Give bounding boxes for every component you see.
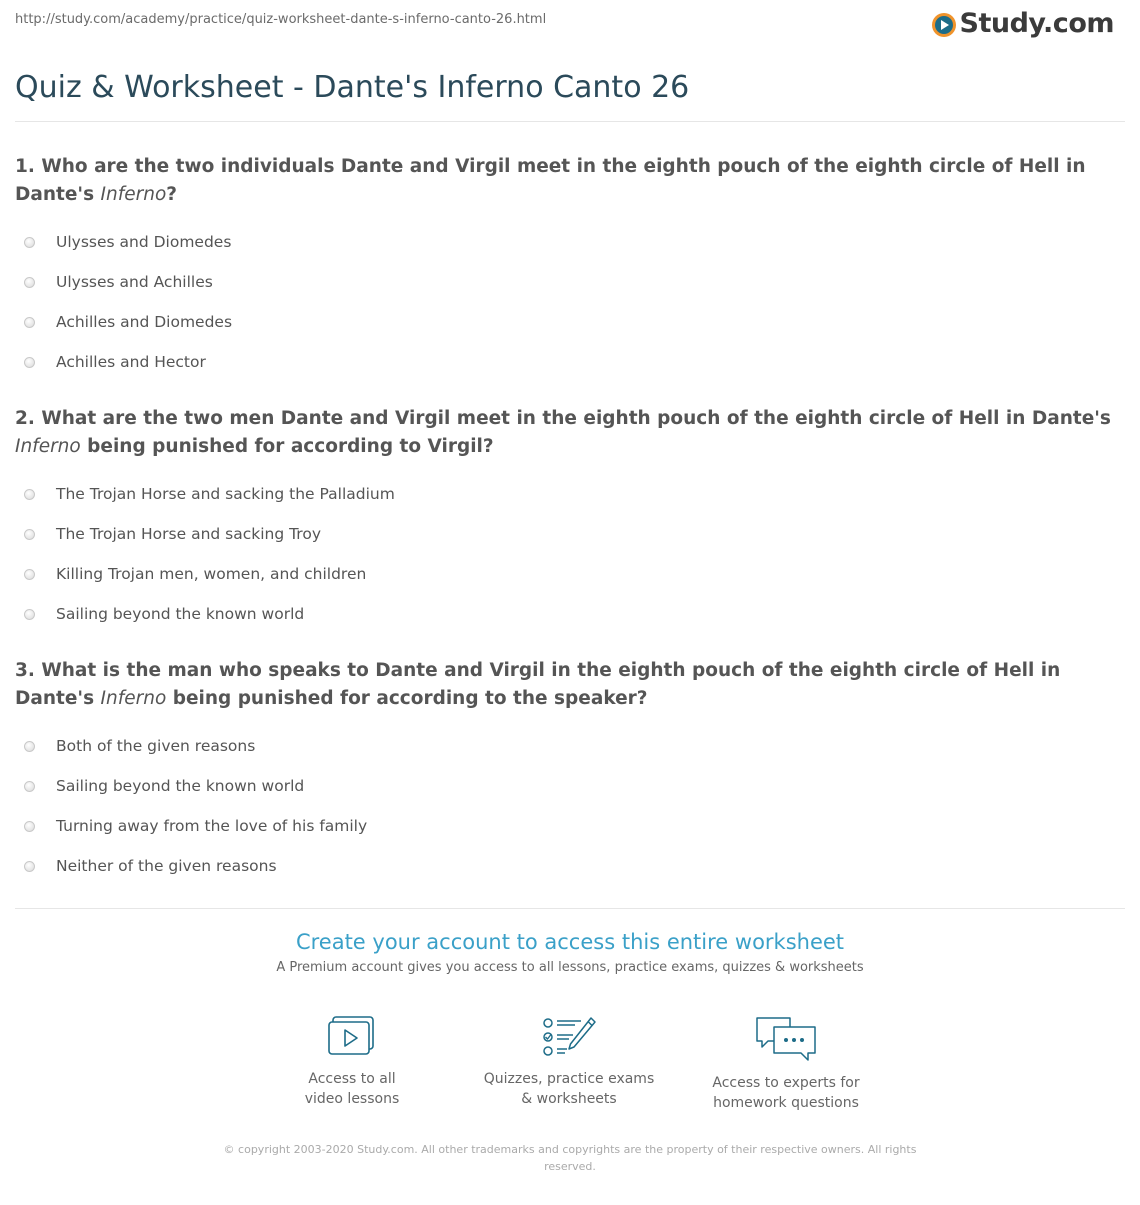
answer-option[interactable]: [15, 302, 1115, 342]
answer-option[interactable]: [15, 594, 1115, 634]
radio-button[interactable]: [24, 529, 35, 540]
answer-option[interactable]: [15, 766, 1115, 806]
question-text: 1. Who are the two individuals Dante and Virgil meet in the eighth pouch of the eighth circle of Hell in Dante's Inferno?: [15, 156, 1086, 205]
question-2: [15, 405, 1115, 634]
answer-options: [15, 474, 1115, 634]
answer-option[interactable]: [15, 726, 1115, 766]
answer-option[interactable]: [15, 554, 1115, 594]
quiz-checklist-icon: [541, 1015, 597, 1059]
answer-label: Ulysses and Achilles: [56, 273, 213, 291]
radio-button[interactable]: [24, 569, 35, 580]
premium-cta: [0, 930, 1140, 975]
feature-label: Access to experts for homework questions: [712, 1075, 860, 1111]
radio-button[interactable]: [24, 317, 35, 328]
title-divider: [15, 121, 1125, 122]
question-3: [15, 657, 1115, 886]
answer-label: Achilles and Diomedes: [56, 313, 233, 331]
answer-option[interactable]: [15, 342, 1115, 382]
feature-label: Quizzes, practice exams & worksheets: [483, 1071, 655, 1107]
radio-button[interactable]: [24, 237, 35, 248]
page-header: [0, 0, 1140, 60]
study-logo[interactable]: [932, 8, 1114, 39]
feature-label: Access to all video lessons: [304, 1071, 400, 1107]
answer-options: [15, 222, 1115, 382]
radio-button[interactable]: [24, 277, 35, 288]
answer-option[interactable]: [15, 514, 1115, 554]
answer-option[interactable]: [15, 806, 1115, 846]
radio-button[interactable]: [24, 609, 35, 620]
answer-option[interactable]: [15, 846, 1115, 886]
premium-features: [0, 1015, 1140, 1115]
section-divider: [15, 908, 1125, 909]
answer-label: Achilles and Hector: [56, 353, 206, 371]
radio-button[interactable]: [24, 489, 35, 500]
video-lesson-icon: [326, 1015, 378, 1059]
answer-label: Ulysses and Diomedes: [56, 233, 232, 251]
radio-button[interactable]: [24, 357, 35, 368]
answer-label: Neither of the given reasons: [56, 857, 277, 875]
feature-quizzes: [469, 1015, 669, 1109]
copyright-footer: [0, 1141, 1140, 1175]
answer-label: The Trojan Horse and sacking Troy: [56, 525, 321, 543]
copyright-line: reserved.: [544, 1160, 596, 1173]
answer-option[interactable]: [15, 474, 1115, 514]
question-1: [15, 153, 1115, 382]
play-logo-icon: [932, 13, 956, 37]
answer-option[interactable]: [15, 262, 1115, 302]
feature-experts: [686, 1015, 886, 1113]
radio-button[interactable]: [24, 821, 35, 832]
answer-label: The Trojan Horse and sacking the Palladium: [56, 485, 395, 503]
copyright-line: © copyright 2003-2020 Study.com. All other trademarks and copyrights are the property of their respective owners. All rights: [223, 1143, 917, 1156]
logo-text: Study.com: [959, 8, 1114, 39]
cta-title-link[interactable]: Create your account to access this entire worksheet: [295, 930, 845, 954]
answer-label: Sailing beyond the known world: [56, 777, 305, 795]
answer-option[interactable]: [15, 222, 1115, 262]
question-text: 3. What is the man who speaks to Dante and Virgil in the eighth pouch of the eighth circle of Hell in Dante's Inferno being punished for according to the speaker?: [15, 660, 1061, 709]
page-url[interactable]: http://study.com/academy/practice/quiz-worksheet-dante-s-inferno-canto-26.html: [15, 12, 547, 27]
radio-button[interactable]: [24, 781, 35, 792]
chat-bubbles-icon: [754, 1015, 818, 1063]
question-text: 2. What are the two men Dante and Virgil meet in the eighth pouch of the eighth circle of Hell in Dante's Inferno being punished for according to Virgil?: [15, 408, 1111, 457]
cta-subtitle: A Premium account gives you access to all lessons, practice exams, quizzes & worksheets: [276, 960, 864, 975]
answer-label: Both of the given reasons: [56, 737, 256, 755]
feature-video-lessons: [252, 1015, 452, 1109]
answer-label: Killing Trojan men, women, and children: [56, 565, 367, 583]
radio-button[interactable]: [24, 741, 35, 752]
radio-button[interactable]: [24, 861, 35, 872]
answer-label: Turning away from the love of his family: [56, 817, 368, 835]
answer-options: [15, 726, 1115, 886]
answer-label: Sailing beyond the known world: [56, 605, 305, 623]
page-title: Quiz & Worksheet - Dante's Inferno Canto 26: [15, 70, 690, 105]
